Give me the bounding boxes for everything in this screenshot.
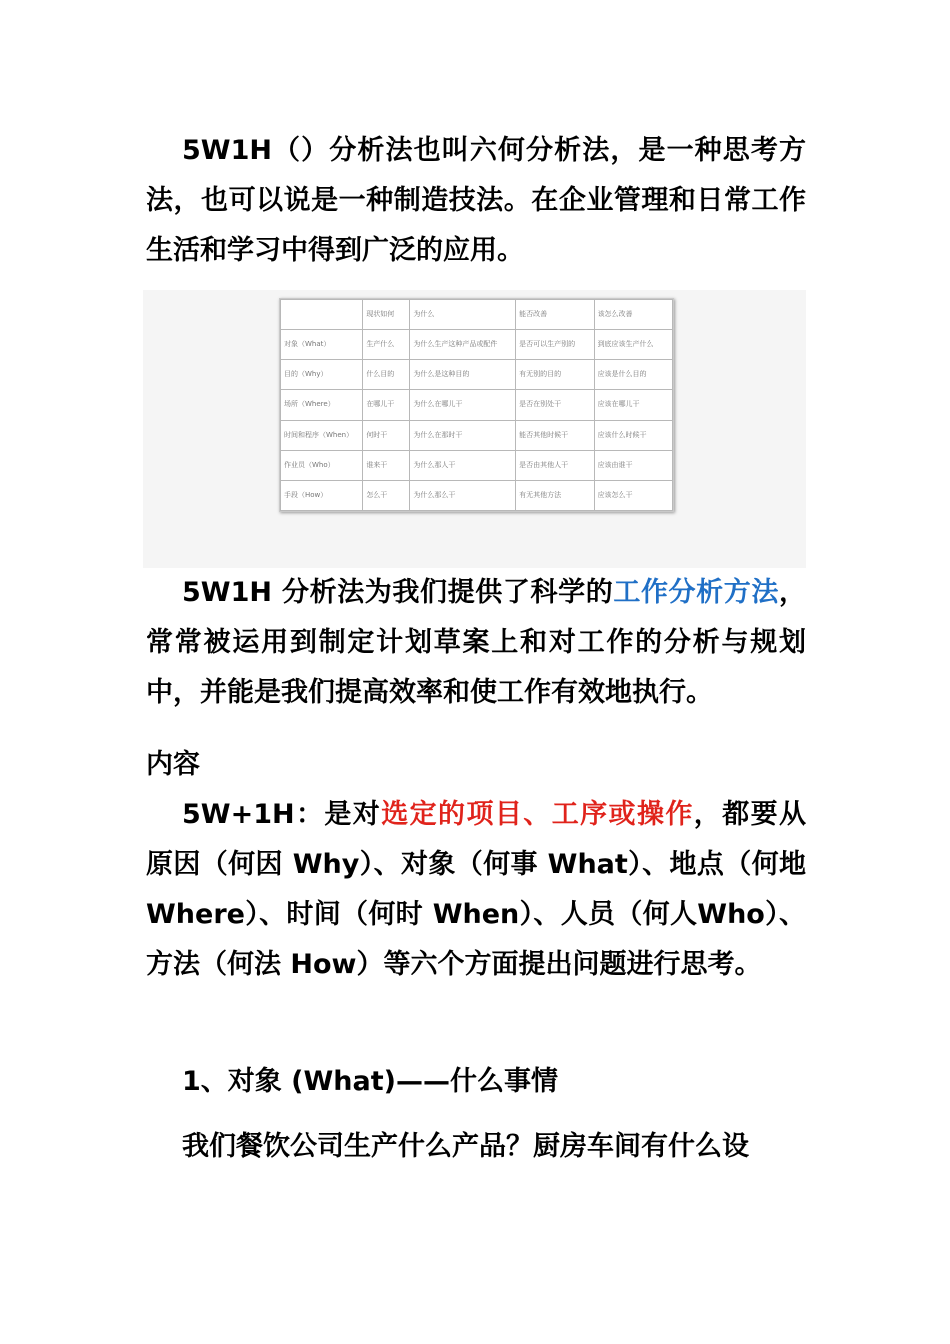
table-cell: 为什么在哪儿干 bbox=[410, 390, 516, 420]
table-cell: 能否改善 bbox=[516, 300, 594, 330]
table-cell: 在哪儿干 bbox=[363, 390, 410, 420]
table-cell: 谁来干 bbox=[363, 450, 410, 480]
table-cell: 为什么在那时干 bbox=[410, 420, 516, 450]
table-cell: 怎么干 bbox=[363, 480, 410, 510]
table-cell: 作业员（Who） bbox=[281, 450, 363, 480]
table-cell: 手段（How） bbox=[281, 480, 363, 510]
intro-text: 5W1H（）分析法也叫六何分析法，是一种思考方法，也可以说是一种制造技法。在企业管理和日常工作生活和学习中得到广泛的应用。 bbox=[146, 135, 806, 266]
table-cell: 应该由谁干 bbox=[594, 450, 672, 480]
table-row bbox=[281, 480, 673, 510]
section-heading: 内容 bbox=[146, 749, 200, 780]
table-cell: 时间和程序（When） bbox=[281, 420, 363, 450]
table-row bbox=[281, 330, 673, 360]
table-cell: 是否可以生产别的 bbox=[516, 330, 594, 360]
table-cell: 应该怎么干 bbox=[594, 480, 672, 510]
table-cell: 能否其他时候干 bbox=[516, 420, 594, 450]
table-cell: 什么目的 bbox=[363, 360, 410, 390]
list-item-what bbox=[146, 1057, 806, 1107]
product-text: 我们餐饮公司生产什么产品？厨房车间有什么设 bbox=[182, 1131, 749, 1162]
table-cell: 何时干 bbox=[363, 420, 410, 450]
content-paragraph bbox=[146, 790, 806, 990]
content-text-start: 5W+1H：是对 bbox=[182, 799, 382, 830]
table-cell: 为什么 bbox=[410, 300, 516, 330]
table-row bbox=[281, 420, 673, 450]
table-cell: 是否由其他人干 bbox=[516, 450, 594, 480]
content-text-end: ，都要从原因（何因 Why）、对象（何事 What）、地点（何地 Where）、时间（何时 When）、人员（何人Who）、方法（何法 How）等六个方面提出问题进行思考。 bbox=[146, 799, 807, 980]
table-cell: 场所（Where） bbox=[281, 390, 363, 420]
table-cell: 生产什么 bbox=[363, 330, 410, 360]
table-cell: 该怎么改善 bbox=[594, 300, 672, 330]
table-cell bbox=[281, 300, 363, 330]
analysis-table-figure bbox=[143, 290, 806, 568]
table-cell: 为什么那人干 bbox=[410, 450, 516, 480]
table-cell: 应该什么时候干 bbox=[594, 420, 672, 450]
table-cell: 是否在别处干 bbox=[516, 390, 594, 420]
method-text-start: 5W1H 分析法为我们提供了科学的 bbox=[182, 577, 614, 608]
table-cell: 有无别的目的 bbox=[516, 360, 594, 390]
intro-paragraph bbox=[146, 126, 806, 276]
table-header-row bbox=[281, 300, 673, 330]
table-cell: 应该是什么目的 bbox=[594, 360, 672, 390]
table-cell: 为什么那么干 bbox=[410, 480, 516, 510]
method-paragraph bbox=[146, 568, 806, 718]
table-frame bbox=[279, 298, 674, 512]
table-row bbox=[281, 360, 673, 390]
highlighted-phrase: 选定的项目、工序或操作 bbox=[381, 799, 694, 830]
table-cell: 目的（Why） bbox=[281, 360, 363, 390]
work-analysis-link[interactable]: 工作分析方法 bbox=[613, 577, 780, 608]
table-cell: 有无其他方法 bbox=[516, 480, 594, 510]
table-cell: 应该在哪儿干 bbox=[594, 390, 672, 420]
product-paragraph bbox=[146, 1122, 806, 1172]
table-cell: 对象（What） bbox=[281, 330, 363, 360]
list-item-text: 1、对象 (What)——什么事情 bbox=[182, 1066, 558, 1097]
method-text-end: ，常常被运用到制定计划草案上和对工作的分析与规划中，并能是我们提高效率和使工作有效地执行。 bbox=[146, 577, 807, 708]
5w1h-table bbox=[280, 299, 673, 511]
table-cell: 为什么生产这种产品或配件 bbox=[410, 330, 516, 360]
table-cell: 到底应该生产什么 bbox=[594, 330, 672, 360]
table-cell: 现状如何 bbox=[363, 300, 410, 330]
table-row bbox=[281, 390, 673, 420]
table-row bbox=[281, 450, 673, 480]
table-cell: 为什么是这种目的 bbox=[410, 360, 516, 390]
